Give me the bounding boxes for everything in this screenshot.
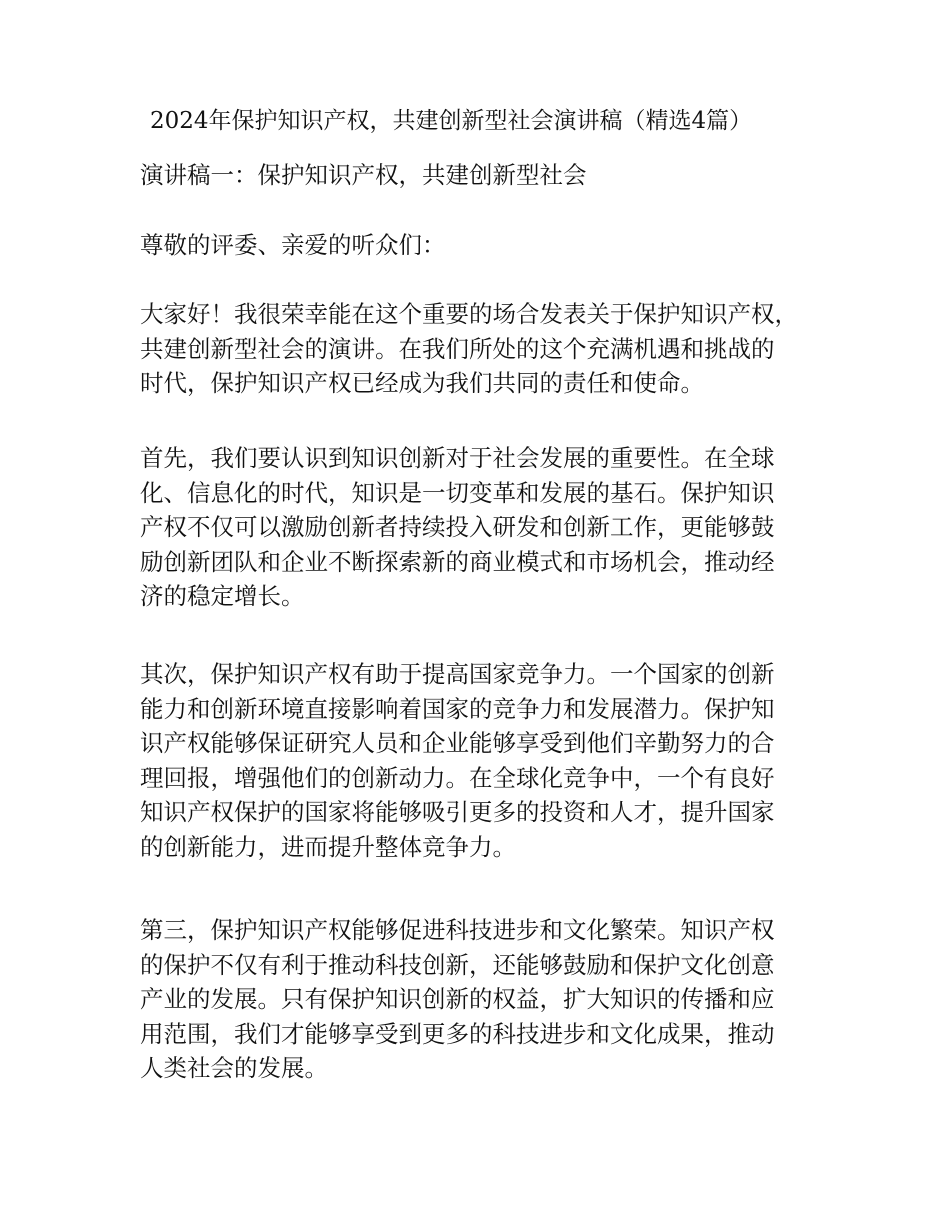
paragraph-line: 励创新团队和企业不断探索新的商业模式和市场机会，推动经 — [140, 547, 775, 576]
paragraph-line: 产业的发展。只有保护知识创新的权益，扩大知识的传播和应 — [140, 985, 775, 1013]
paragraph-line: 能力和创新环境直接影响着国家的竞争力和发展潜力。保护知 — [140, 694, 775, 723]
paragraph-first-point — [140, 441, 830, 614]
paragraph-line: 的保护不仅有利于推动科技创新，还能够鼓励和保护文化创意 — [140, 950, 775, 979]
paragraph-line: 人类社会的发展。 — [140, 1054, 328, 1082]
paragraph-line: 的创新能力，进而提升整体竞争力。 — [140, 832, 516, 861]
paragraph-line: 知识产权保护的国家将能够吸引更多的投资和人才，提升国家 — [140, 798, 775, 826]
paragraph-line: 第三，保护知识产权能够促进科技进步和文化繁荣。知识产权 — [140, 916, 775, 944]
document-title: 2024年保护知识产权，共建创新型社会演讲稿（精选4篇） — [150, 108, 753, 134]
paragraph-intro — [140, 297, 830, 401]
paragraph-second-point — [140, 657, 830, 864]
paragraph-line: 识产权能够保证研究人员和企业能够享受到他们辛勤努力的合 — [140, 729, 775, 757]
paragraph-line: 其次，保护知识产权有助于提高国家竞争力。一个国家的创新 — [140, 660, 775, 688]
paragraph-third-point — [140, 913, 830, 1086]
paragraph-line: 济的稳定增长。 — [140, 582, 305, 610]
paragraph-line: 首先，我们要认识到知识创新对于社会发展的重要性。在全球 — [140, 444, 775, 472]
paragraph-line: 共建创新型社会的演讲。在我们所处的这个充满机遇和挑战的 — [140, 334, 775, 363]
paragraph-line: 产权不仅可以激励创新者持续投入研发和创新工作，更能够鼓 — [140, 513, 775, 541]
paragraph-line: 理回报，增强他们的创新动力。在全球化竞争中，一个有良好 — [140, 763, 775, 792]
paragraph-line: 用范围，我们才能够享受到更多的科技进步和文化成果，推动 — [140, 1019, 775, 1048]
greeting-line: 尊敬的评委、亲爱的听众们： — [140, 231, 446, 259]
paragraph-line: 化、信息化的时代，知识是一切变革和发展的基石。保护知识 — [140, 478, 775, 507]
paragraph-line: 时代，保护知识产权已经成为我们共同的责任和使命。 — [140, 369, 704, 397]
paragraph-line: 大家好！我很荣幸能在这个重要的场合发表关于保护知识产权， — [140, 300, 798, 328]
section-heading: 演讲稿一：保护知识产权，共建创新型社会 — [140, 161, 587, 189]
